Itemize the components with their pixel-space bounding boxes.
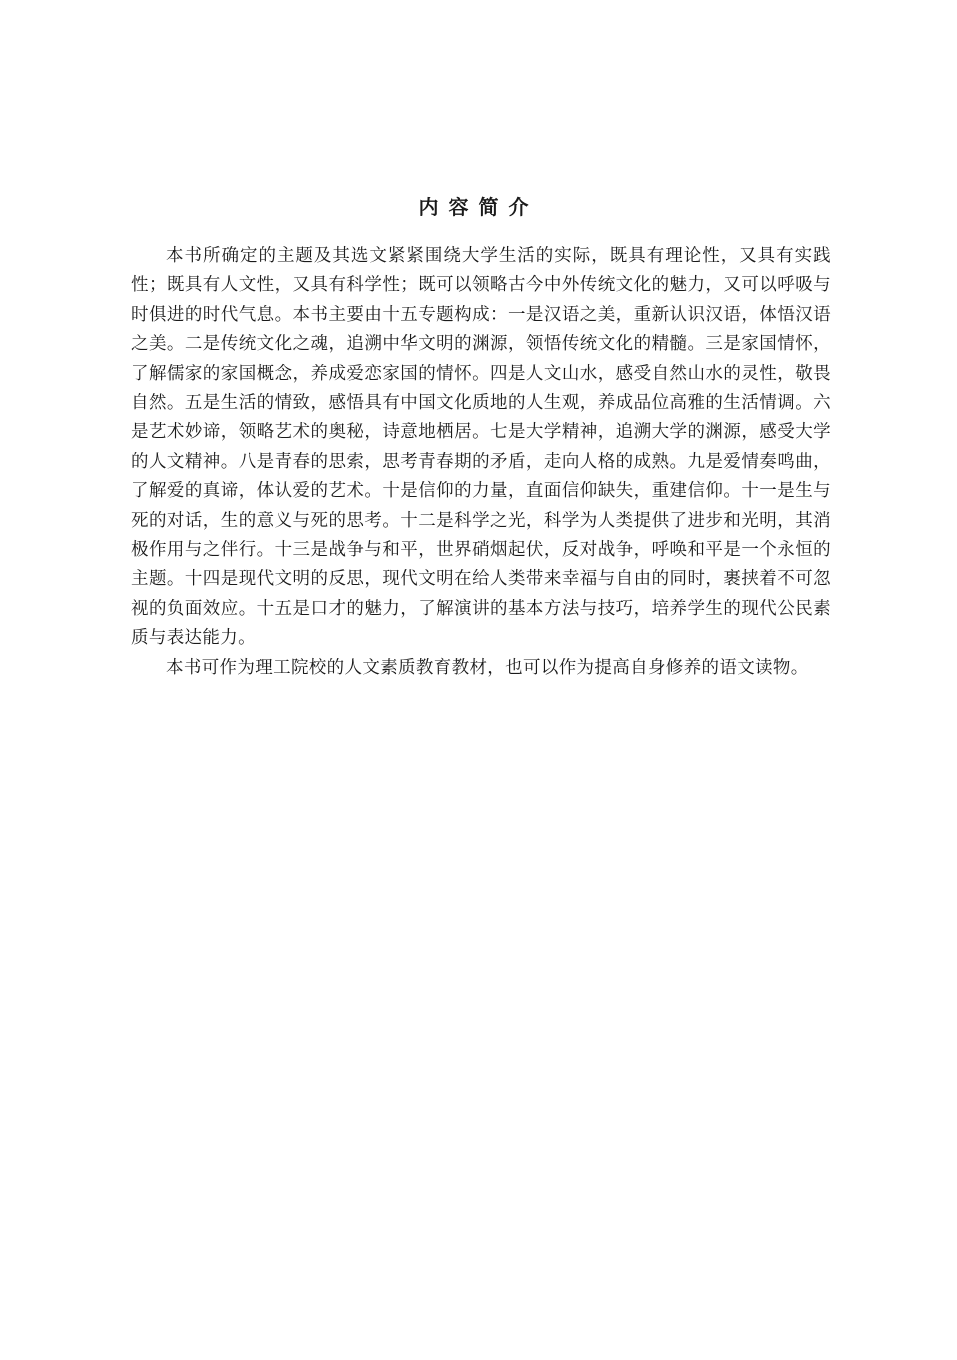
body-paragraph-2: 本书可作为理工院校的人文素质教育教材，也可以作为提高自身修养的语文读物。 [166,657,809,678]
page-title: 内容简介 [418,195,539,219]
body-paragraph-1: 本书所确定的主题及其选文紧紧围绕大学生活的实际，既具有理论性，又具有实践性；既具有人文性，又具有科学性；既可以领略古今中外传统文化的魅力，又可以呼吸与时俱进的时代气息。本书主要由十五专题构成：一是汉语之美，重新认识汉语，体悟汉语之美。二是传统文化之魂，追溯中华文明的渊源，领悟传统文化的精髓。三是家国情怀，了解儒家的家国概念，养成爱恋家国的情怀。四是人文山水，感受自然山水的灵性，敬畏自然。五是生活的情致，感悟具有中国文化质地的人生观，养成品位高雅的生活情调。六是艺术妙谛，领略艺术的奥秘，诗意地栖居。七是大学精神，追溯大学的渊源，感受大学的人文精神。八是青春的思索，思考青春期的矛盾，走向人格的成熟。九是爱情奏鸣曲，了解爱的真谛，体认爱的艺术。十是信仰的力量，直面信仰缺失，重建信仰。十一是生与死的对话，生的意义与死的思考。十二是科学之光，科学为人类提供了进步和光明，其消极作用与之伴行。十三是战争与和平，世界硝烟起伏，反对战争，呼唤和平是一个永恒的主题。十四是现代文明的反思，现代文明在给人类带来幸福与自由的同时，裹挟着不可忽视的负面效应。十五是口才的魅力，了解演讲的基本方法与技巧，培养学生的现代公民素质与表达能力。 [131,246,831,649]
document-body [131,242,831,683]
